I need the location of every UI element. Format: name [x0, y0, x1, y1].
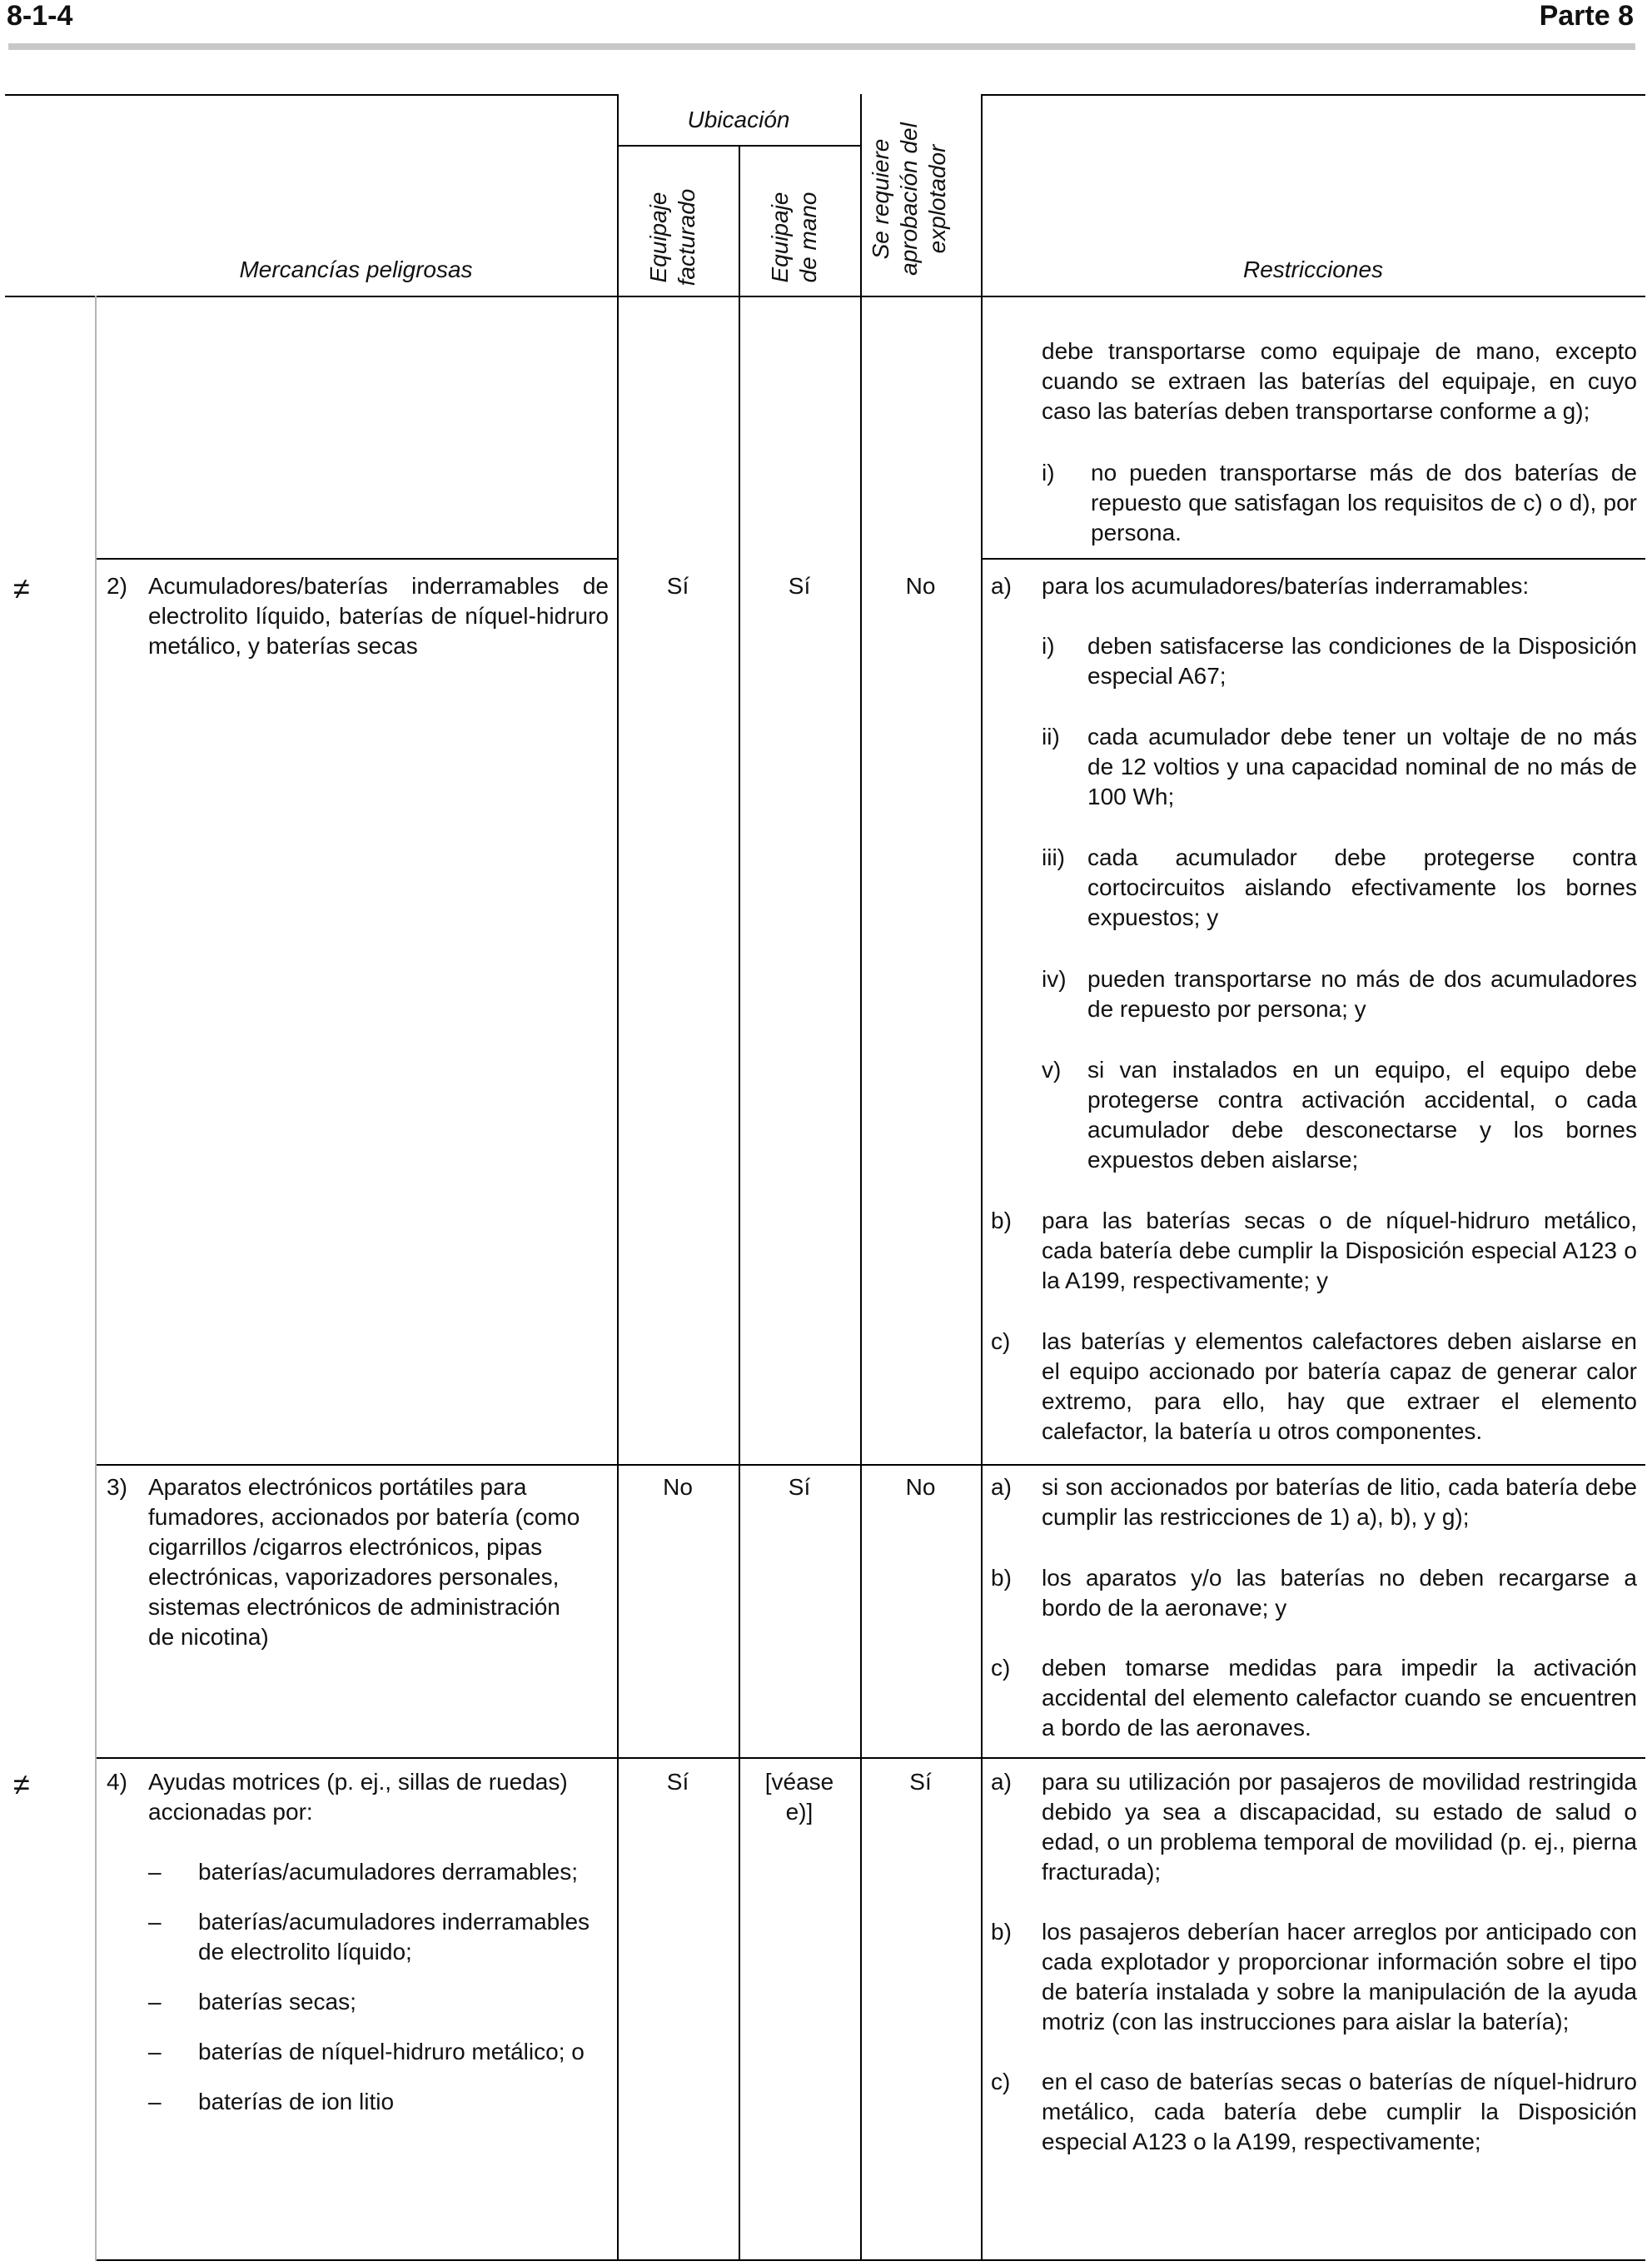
row-3-restriction-a	[991, 1472, 1637, 1532]
header-operator-approval	[867, 116, 975, 282]
continuation-text: debe transportarse como equipaje de mano, excepto cuando se extraen las baterías del equipaje, en cuyo caso las baterías deben transportarse conforme a g);	[1042, 338, 1637, 424]
header-operator-approval-label: Se requiere aprobación del explotador	[868, 122, 950, 276]
row-4-restriction-c	[991, 2067, 1637, 2157]
row-2-restriction-a-v	[1042, 1055, 1637, 1175]
change-marker: ≠	[13, 571, 30, 605]
restriction-text: los pasajeros deberían hacer arreglos por anticipado con cada explotador y proporcionar información sobre el tipo de batería instalada y sobre la manipulación de la ayuda motriz (con las instrucciones para aislar la batería);	[1042, 1919, 1637, 2034]
row-3-goods: Aparatos electrónicos portátiles para fumadores, accionados por batería (como cigarrillos /cigarros electrónicos, pipas electrónicas, vaporizadores personales, sistemas electrónicos de administración de nicotina)	[148, 1474, 580, 1650]
restriction-text: para los acumuladores/baterías inderramables:	[1042, 573, 1530, 599]
goods-item-text: baterías de níquel-hidruro metálico; o	[198, 2039, 585, 2064]
row-3-approval: No	[905, 1474, 936, 1500]
continuation-item-text: no pueden transportarse más de dos baterías de repuesto que satisfagan los requisitos de c) o d), por persona.	[1091, 460, 1637, 545]
restriction-label: b)	[991, 1208, 1012, 1233]
restriction-text: pueden transportarse no más de dos acumuladores de repuesto por persona; y	[1087, 966, 1637, 1022]
restriction-label: c)	[991, 1655, 1011, 1681]
row-4-goods-item	[148, 1857, 598, 1887]
header-goods: Mercancías peligrosas	[239, 256, 473, 282]
goods-item-text: baterías/acumuladores derramables;	[198, 1859, 579, 1885]
restriction-label: a)	[991, 1769, 1012, 1795]
col-carryon-right	[860, 94, 862, 2261]
restriction-text: para su utilización por pasajeros de movilidad restringida debido ya sea a discapacidad, su estado de salud o edad, o un problema temporal de movilidad (p. ej., pierna fracturada);	[1042, 1769, 1637, 1885]
row-4-approval: Sí	[909, 1769, 932, 1795]
restriction-text: si son accionados por baterías de litio, cada batería debe cumplir las restricciones de 1) a), b), y g);	[1042, 1474, 1637, 1530]
restriction-label: a)	[991, 573, 1012, 599]
restriction-text: si van instalados en un equipo, el equipo debe protegerse contra activación accidental, o cada acumulador debe desconectarse y los bornes expuestos deben aislarse;	[1087, 1057, 1637, 1173]
change-marker: ≠	[13, 1767, 30, 1801]
row-2-carryon: Sí	[788, 573, 811, 599]
row-4-number: 4)	[107, 1769, 127, 1795]
row-2-restriction-b	[991, 1206, 1637, 1296]
continuation-item-label: i)	[1042, 460, 1055, 486]
dash-bullet: –	[148, 1909, 162, 1935]
restriction-label: iv)	[1042, 966, 1067, 992]
row-2-number: 2)	[107, 573, 127, 599]
restriction-text: deben tomarse medidas para impedir la activación accidental del elemento calefactor cuando se encuentren a bordo de las aeronaves.	[1042, 1655, 1637, 1741]
table-bottom-border	[95, 2259, 1645, 2261]
restriction-text: las baterías y elementos calefactores deben aislarse en el equipo accionado por batería capaz de generar calor extremo, para ello, hay que extraer el elemento calefactor, la batería u otros componentes.	[1042, 1328, 1637, 1444]
row-4-goods-item	[148, 2087, 598, 2117]
row-2-approval: No	[905, 573, 936, 599]
row-2-restriction-a	[991, 571, 1637, 601]
restriction-label: c)	[991, 2069, 1011, 2094]
restriction-text: para las baterías secas o de níquel-hidruro metálico, cada batería debe cumplir la Disposición especial A123 o la A199, respectivamente; y	[1042, 1208, 1637, 1293]
restriction-label: v)	[1042, 1057, 1062, 1083]
row-2-restriction-c	[991, 1327, 1637, 1447]
restriction-label: b)	[991, 1565, 1012, 1591]
row-2-restriction-a-iv	[1042, 964, 1637, 1024]
goods-item-text: baterías de ion litio	[198, 2089, 395, 2114]
row-2-goods-top	[95, 558, 617, 560]
restriction-text: cada acumulador debe protegerse contra cortocircuitos aislando efectivamente los bornes expuestos; y	[1087, 844, 1637, 930]
part-label: Parte 8	[1539, 0, 1634, 32]
continuation-item	[1042, 458, 1637, 548]
col-checked-right	[739, 145, 740, 2261]
restrictions-continuation-border	[981, 558, 1645, 560]
row-2-checked: Sí	[666, 573, 689, 599]
row-3-restriction-c	[991, 1653, 1637, 1743]
row-4-goods-item	[148, 1987, 598, 2017]
margin-marker-line	[95, 296, 97, 2261]
dash-bullet: –	[148, 1859, 162, 1885]
restriction-label: iii)	[1042, 844, 1065, 870]
row-3-number: 3)	[107, 1474, 127, 1500]
goods-item-text: baterías secas;	[198, 1989, 356, 2014]
restriction-text: en el caso de baterías secas o baterías de níquel-hidruro metálico, cada batería debe cumplir la Disposición especial A123 o la A199, respectivamente;	[1042, 2069, 1637, 2154]
header-bottom-border	[5, 296, 1645, 297]
row-4-carryon: [véase e)]	[764, 1769, 834, 1825]
header-restrictions: Restricciones	[1242, 256, 1384, 282]
page-number: 8-1-4	[7, 0, 73, 32]
row-3-restriction-b	[991, 1563, 1637, 1623]
dash-bullet: –	[148, 1989, 162, 2014]
table-top-border-right	[981, 94, 1645, 96]
header-location: Ubicación	[687, 107, 790, 132]
row-2-restriction-a-ii	[1042, 722, 1637, 812]
row-4-top-border	[95, 1757, 1645, 1759]
dash-bullet: –	[148, 2089, 162, 2114]
row-4-goods-item	[148, 1907, 598, 1967]
row-2-goods: Acumuladores/baterías inderramables de electrolito líquido, baterías de níquel-hidruro metálico, y baterías secas	[148, 573, 609, 659]
restriction-label: c)	[991, 1328, 1011, 1354]
col-goods-right	[617, 94, 619, 2261]
restriction-label: ii)	[1042, 724, 1060, 750]
goods-item-text: baterías/acumuladores inderramables de electrolito líquido;	[198, 1909, 590, 1965]
header-checked-baggage	[644, 179, 711, 296]
header-carryon-baggage-label: Equipaje de mano	[767, 192, 821, 283]
row-4-restriction-b	[991, 1917, 1637, 2037]
row-4-goods-item	[148, 2037, 598, 2067]
dash-bullet: –	[148, 2039, 162, 2064]
row-2-restriction-a-i	[1042, 631, 1637, 691]
restriction-label: a)	[991, 1474, 1012, 1500]
restriction-text: los aparatos y/o las baterías no deben recargarse a bordo de la aeronave; y	[1042, 1565, 1637, 1621]
col-approval-right	[981, 94, 983, 2261]
row-4-restriction-a	[991, 1767, 1637, 1887]
table-top-border	[5, 94, 617, 96]
header-rule	[8, 43, 1635, 50]
row-3-checked: No	[663, 1474, 693, 1500]
restriction-label: i)	[1042, 633, 1055, 659]
restriction-text: deben satisfacerse las condiciones de la Disposición especial A67;	[1087, 633, 1637, 689]
restriction-text: cada acumulador debe tener un voltaje de no más de 12 voltios y una capacidad nominal de no más de 100 Wh;	[1087, 724, 1637, 809]
header-checked-baggage-label: Equipaje facturado	[645, 188, 699, 286]
row-3-carryon: Sí	[788, 1474, 811, 1500]
row-4-goods: Ayudas motrices (p. ej., sillas de ruedas) accionadas por:	[148, 1769, 568, 1825]
header-carryon-baggage	[766, 179, 833, 296]
restriction-label: b)	[991, 1919, 1012, 1945]
row-3-top-border	[95, 1464, 1645, 1466]
row-4-checked: Sí	[666, 1769, 689, 1795]
row-2-restriction-a-iii	[1042, 843, 1637, 933]
